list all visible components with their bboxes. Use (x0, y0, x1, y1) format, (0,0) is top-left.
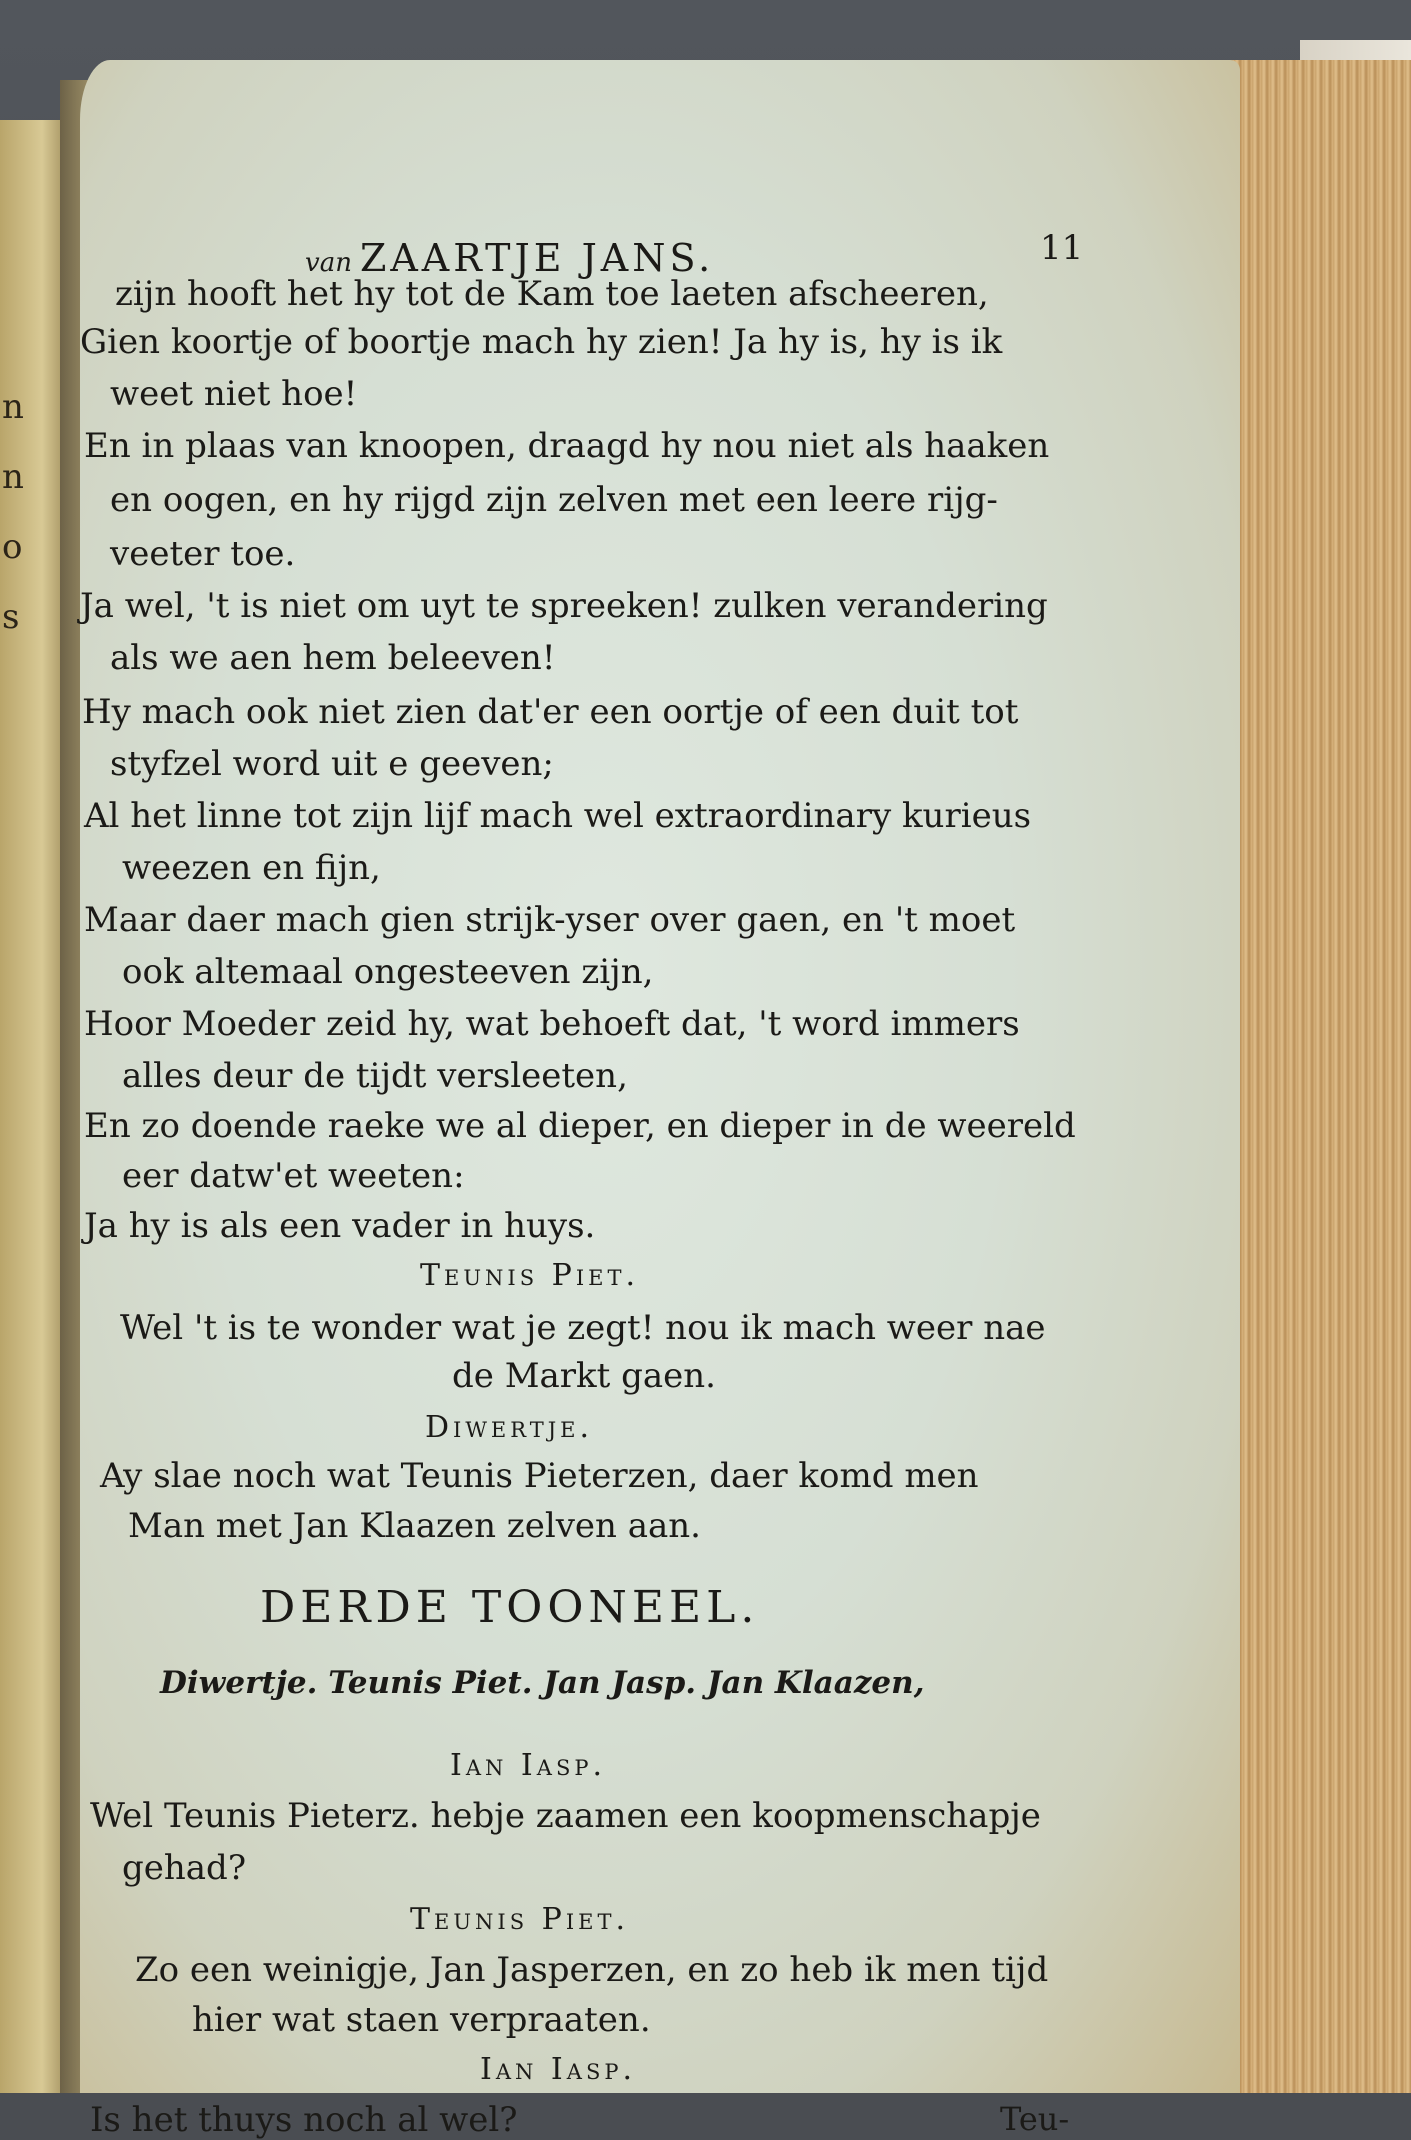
text-line: eer datw'et weeten: (122, 1156, 465, 1196)
text-line: ook altemaal ongesteeven zijn, (122, 952, 654, 992)
page-number: 11 (1040, 228, 1084, 268)
running-head-prefix: van (305, 248, 352, 278)
text-line: Al het linne tot zijn lijf mach wel extraordinary kurieus (84, 796, 1032, 836)
speaker-name: Ian Iasp. (480, 2052, 636, 2087)
text-line: En zo doende raeke we al dieper, en dieper in de weereld (84, 1106, 1076, 1146)
page-block-edges (1225, 60, 1411, 2093)
text-line: Maar daer mach gien strijk-yser over gaen, en 't moet (84, 900, 1016, 940)
speaker-name: Diwertje. (425, 1410, 593, 1445)
text-line: Wel 't is te wonder wat je zegt! nou ik mach weer nae (120, 1308, 1046, 1348)
left-page-letters (2, 387, 42, 670)
text-line: En in plaas van knoopen, draagd hy nou niet als haaken (84, 426, 1050, 466)
catchword: Teu- (1000, 2100, 1070, 2138)
text-line: Hy mach ook niet zien dat'er een oortje of een duit tot (82, 692, 1019, 732)
text-line: Ja hy is als een vader in huys. (84, 1206, 596, 1246)
text-line: styfzel word uit e geeven; (110, 744, 554, 784)
text-line: Is het thuys noch al wel? (90, 2100, 518, 2140)
left-letter: s (2, 597, 20, 637)
speaker-name: Teunis Piet. (410, 1902, 629, 1937)
text-line: zijn hooft het hy tot de Kam toe laeten afscheeren, (115, 274, 989, 314)
text-line: als we aen hem beleeven! (110, 638, 556, 678)
text-line: en oogen, en hy rijgd zijn zelven met een leere rijg- (110, 480, 998, 520)
text-line: de Markt gaen. (452, 1356, 716, 1396)
cast-list: Diwertje. Teunis Piet. Jan Jasp. Jan Klaazen, (160, 1665, 925, 1701)
speaker-name: Teunis Piet. (420, 1258, 639, 1293)
text-line: alles deur de tijdt versleeten, (122, 1056, 628, 1096)
text-line: hier wat staen verpraaten. (192, 2000, 651, 2040)
text-line: weet niet hoe! (110, 374, 358, 414)
text-line: Ay slae noch wat Teunis Pieterzen, daer komd men (100, 1456, 979, 1496)
speaker-name: Ian Iasp. (450, 1748, 606, 1783)
text-line: Zo een weinigje, Jan Jasperzen, en zo heb ik men tijd (135, 1950, 1049, 1990)
text-line: Ja wel, 't is niet om uyt te spreeken! zulken verandering (80, 586, 1048, 626)
text-line: Wel Teunis Pieterz. hebje zaamen een koopmenschapje (90, 1796, 1041, 1836)
text-line: Hoor Moeder zeid hy, wat behoeft dat, 't word immers (84, 1004, 1020, 1044)
printed-page (80, 60, 1240, 2140)
running-head-title: ZAARTJE JANS. (359, 236, 715, 280)
text-line: gehad? (122, 1848, 247, 1888)
text-line: Gien koortje of boortje mach hy zien! Ja hy is, hy is ik (80, 322, 1003, 362)
left-letter: n (2, 387, 24, 427)
text-line: veeter toe. (110, 534, 296, 574)
left-letter: o (2, 527, 23, 567)
left-letter: n (2, 457, 24, 497)
text-line: Man met Jan Klaazen zelven aan. (128, 1506, 701, 1546)
text-line: weezen en fijn, (122, 848, 381, 888)
scene-heading: DERDE TOONEEL. (260, 1582, 760, 1633)
